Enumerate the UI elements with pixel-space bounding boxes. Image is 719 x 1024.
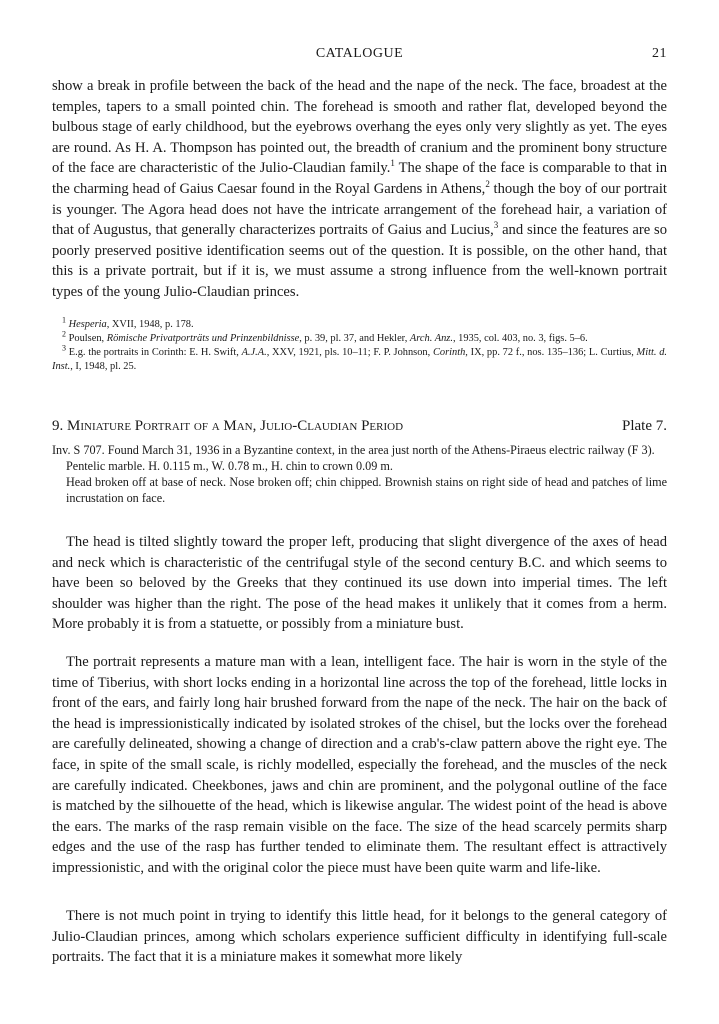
page-number: 21 <box>652 46 667 61</box>
entry-inventory: Inv. S 707. Found March 31, 1936 in a Byzantine context, in the area just north of the Athens-Piraeus electric railway (F 3). <box>52 443 655 457</box>
entry-metadata <box>52 442 667 506</box>
paragraph-identification: There is not much point in trying to identify this little head, for it belongs to the general category of Julio-Claudian princes, among which scholars experience sufficient difficulty in identifying full-scale portraits. The fact that it is a miniature makes it somewhat more likely <box>52 908 667 966</box>
paragraph-continued <box>52 76 667 303</box>
footnote-1-number: 1 <box>62 315 66 325</box>
footnote-3 <box>52 343 667 373</box>
paragraph-pose: The head is tilted slightly toward the proper left, producing that slight divergence of the axes of head and neck which is characteristic of the centrifugal style of the second century B.C. and which seems to have been so beloved by the Greeks that they continued its use down into imperial times. The left shoulder was higher than the right. The pose of the head makes it unlikely that it comes from a herm. More probably it is from a statuette, or possibly from a miniature bust. <box>52 534 667 633</box>
footnote-2-citation-end: , 1935, col. 403, no. 3, figs. 5–6. <box>452 333 588 344</box>
footnote-3-citation-3: , I, 1948, pl. 25. <box>70 360 137 372</box>
footnote-3-journal-2: Corinth <box>432 347 466 358</box>
footnote-2-work-title: Römische Privatporträts und Prinzenbildnisse <box>106 333 300 344</box>
footnote-3-journal-1: A.J.A. <box>241 347 267 358</box>
running-header <box>52 46 667 66</box>
entry-material: Pentelic marble. H. 0.115 m., W. 0.78 m., H. chin to crown 0.09 m. <box>66 459 393 473</box>
footnote-2-citation: , p. 39, pl. 37, and Hekler, <box>299 333 410 344</box>
footnote-3-number: 3 <box>62 343 66 353</box>
running-title: CATALOGUE <box>315 46 404 61</box>
plate-reference[interactable]: Plate 7. <box>622 418 667 434</box>
para1-text-c: though the boy of our portrait is younger. The Agora head does not have the intricate arrangement of the forehead hair, a variation of that of Augustus, that generally characterizes portraits of Gaius and Lucius, <box>52 180 667 239</box>
footnote-ref-2[interactable]: 2 <box>485 179 490 190</box>
para1-text-b: The shape of the face is comparable to that in the charming head of Gaius Caesar found in the Royal Gardens in Athens, <box>52 160 667 197</box>
footnote-2-author: Poulsen, <box>68 333 107 344</box>
footnote-3-journal-3: Mitt. d. Inst. <box>52 347 667 372</box>
footnote-2 <box>52 329 667 346</box>
footnote-2-journal: Arch. Anz. <box>409 333 453 344</box>
footnote-1 <box>52 315 667 332</box>
footnote-3-intro: E.g. the portraits in Corinth: E. H. Swift, <box>68 347 242 358</box>
footnote-ref-3[interactable]: 3 <box>493 220 499 231</box>
paragraph-portrait-description: The portrait represents a mature man with a lean, intelligent face. The hair is worn in the style of the time of Tiberius, with short locks ending in a horizontal line across the top of the forehead, little locks in front of the ears, and fairly long hair brushed forward from the nape of the neck. The hair on the back of the head is impressionistically indicated by isolated strokes of the chisel, but the locks over the forehead are carefully delineated, showing a change of direction and a crab's-claw pattern above the right eye. The face, in spite of the small scale, is richly modelled, especially the forehead, and the muscles of the neck are carefully indicated. Cheekbones, jaws and chin are prominent, and the polygonal outline of the face is matched by the silhouette of the head, which is likewise angular. The widest point of the head is above the ears. The marks of the rasp remain visible on the face. The size of the head scarcely permits sharp edges and the use of the rasp has further tended to eliminate them. The resultant effect is attractively impressionistic, and with the original color the piece must have been quite warm and life-like. <box>52 654 667 876</box>
catalogue-entry-heading <box>52 418 667 440</box>
para1-text-a: show a break in profile between the back of the head and the nape of the neck. The face, broadest at the temples, tapers to a small pointed chin. The forehead is smooth and rather flat, developed beyond the bulbous stage of early childhood, but the eyebrows overhang the eyes only very slightly as yet. The eyes are round. As H. A. Thompson has pointed out, the breadth of cranium and the prominent bony structure of the face are characteristic of the Julio-Claudian family. <box>52 78 667 177</box>
footnote-ref-1[interactable]: 1 <box>390 158 395 169</box>
footnote-1-journal: Hesperia <box>68 319 107 330</box>
footnote-2-number: 2 <box>62 329 66 339</box>
para1-text-d: and since the features are so poorly preserved positive identification seems out of the question. It is possible, on the other hand, that this is a private portrait, but if it is, we must assume a strong influence from the well-known portrait types of the young Julio-Claudian princes. <box>52 222 668 300</box>
entry-condition: Head broken off at base of neck. Nose broken off; chin chipped. Brownish stains on right side of head and patches of lime incrustation on face. <box>66 475 667 505</box>
footnote-3-citation-2: , IX, pp. 72 f., nos. 135–136; L. Curtius, <box>465 347 637 358</box>
footnote-1-citation: , XVII, 1948, p. 178. <box>106 319 194 330</box>
footnote-3-citation-1: , XXV, 1921, pls. 10–11; F. P. Johnson, <box>266 347 433 358</box>
entry-title: 9. Miniature Portrait of a Man, Julio-Claudian Period <box>52 418 404 434</box>
